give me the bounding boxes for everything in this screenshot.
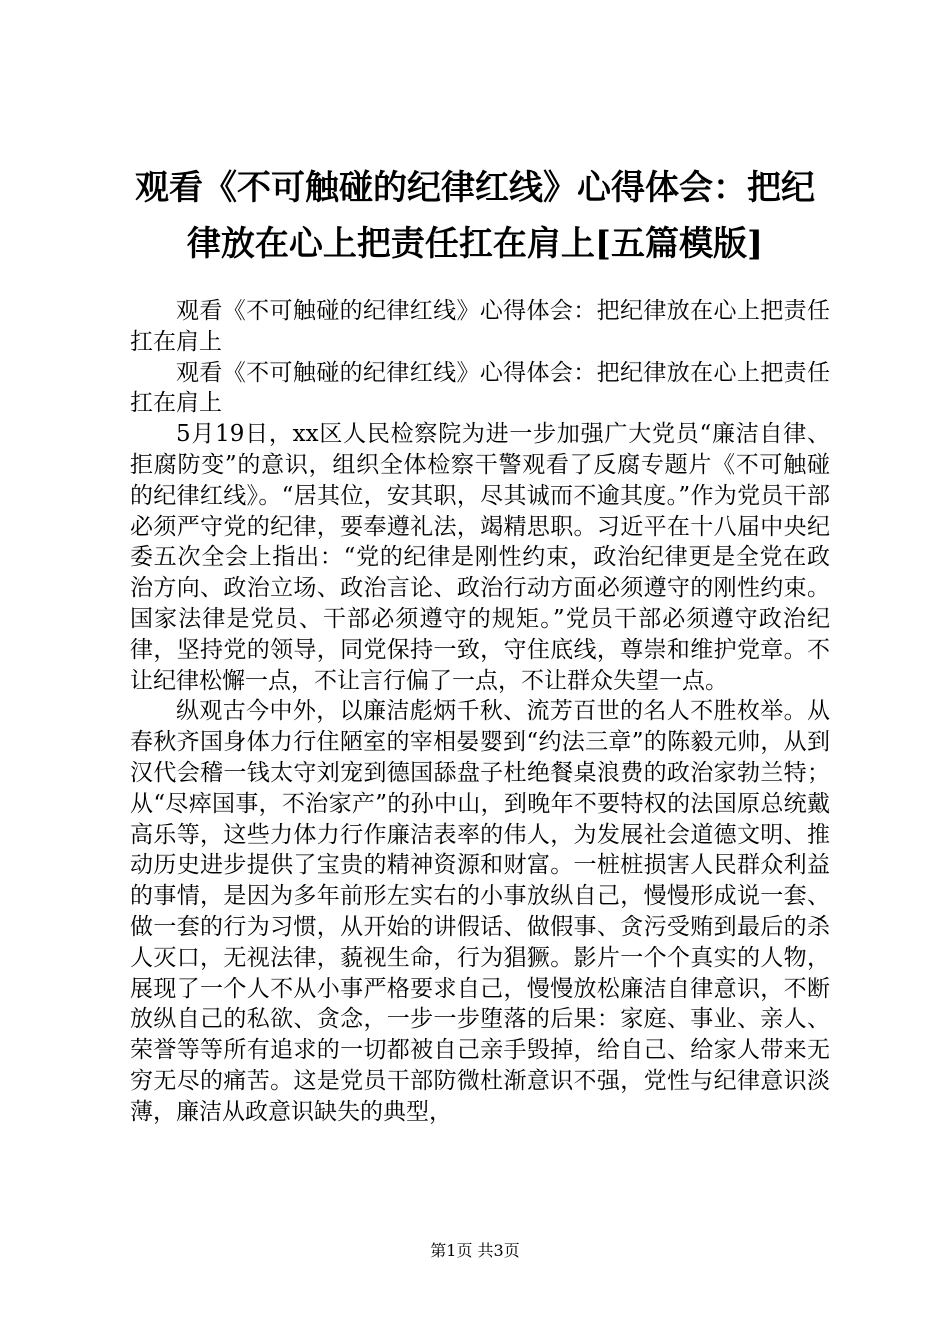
paragraph-subtitle-2: 观看《不可触碰的纪律红线》心得体会：把纪律放在心上把责任扛在肩上: [130, 359, 830, 417]
title-line-2: 律放在心上把责任扛在肩上[五篇模版]: [186, 224, 764, 264]
paragraph-intro: 5月19日，xx区人民检察院为进一步加强广大党员“廉洁自律、拒腐防变”的意识，组织全体检察干警观看了反腐专题片《不可触碰的纪律红线》。“居其位，安其职，尽其诚而不逾其度。”作为党员干部必须严守党的纪律，要奉遵礼法，竭精思职。习近平在十八届中央纪委五次全会上指出：“党的纪律是刚性约束，政治纪律更是全党在政治方向、政治立场、政治言论、政治行动方面必须遵守的刚性约束。国家法律是党员、干部必须遵守的规矩。”党员干部必须遵守政治纪律，坚持党的领导，同党保持一致，守住底线，尊崇和维护党章。不让纪律松懈一点，不让言行偏了一点，不让群众失望一点。: [130, 421, 830, 694]
paragraph-subtitle-1: 观看《不可触碰的纪律红线》心得体会：把纪律放在心上把责任扛在肩上: [130, 298, 830, 355]
page-footer: 第1页 共3页: [430, 1241, 520, 1260]
title-line-1: 观看《不可触碰的纪律红线》心得体会：把纪: [135, 168, 815, 208]
document-body: [130, 296, 830, 1128]
document-title: [118, 160, 832, 272]
paragraph-history: 纵观古今中外，以廉洁彪炳千秋、流芳百世的名人不胜枚举。从春秋齐国身体力行住陋室的宰相晏婴到“约法三章”的陈毅元帅，从到汉代会稽一钱太守刘宠到德国舔盘子杜绝餐桌浪费的政治家勃兰特；从“尽瘁国事，不治家产”的孙中山，到晚年不要特权的法国原总统戴高乐等，这些力体力行作廉洁表率的伟人，为发展社会道德文明、推动历史进步提供了宝贵的精神资源和财富。一桩桩损害人民群众利益的事情，是因为多年前形左实右的小事放纵自己，慢慢形成说一套、做一套的行为习惯，从开始的讲假话、做假事、贪污受贿到最后的杀人灭口，无视法律，藐视生命，行为猖獗。影片一个个真实的人物，展现了一个人不从小事严格要求自己，慢慢放松廉洁自律意识，不断放纵自己的私欲、贪念，一步一步堕落的后果：家庭、事业、亲人、荣誉等等所有追求的一切都被自己亲手毁掉，给自己、给家人带来无穷无尽的痛苦。这是党员干部防微杜渐意识不强，党性与纪律意识淡薄，廉洁从政意识缺失的典型，: [130, 698, 830, 1125]
